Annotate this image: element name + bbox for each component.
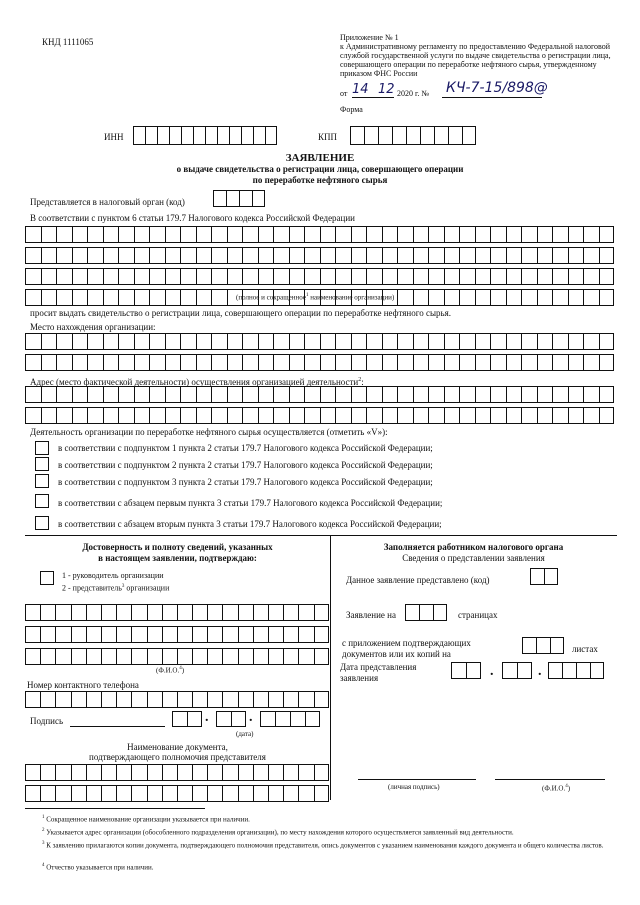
fio-row[interactable] — [25, 604, 329, 621]
sign-day-boxes[interactable] — [172, 711, 202, 727]
tax-authority-label: Представляется в налоговый орган (код) — [30, 197, 185, 207]
pages-label: страницах — [458, 610, 498, 620]
inn-label: ИНН — [104, 132, 124, 142]
column-divider — [330, 535, 331, 800]
doc-subtitle-2: по переработке нефтяного сырья — [252, 175, 388, 185]
date-dot: . — [205, 710, 209, 725]
footnote-4: $^4$ Отчество указывается при наличии. — [42, 863, 154, 872]
activity-option-1: в соответствии с подпунктом 1 пункта 2 статьи 179.7 Налогового кодекса Российской Федерации; — [58, 443, 433, 453]
fio-caption: (Ф.И.О.$^4$) — [156, 666, 185, 675]
org-name-row[interactable] — [25, 226, 616, 243]
address-label: Адрес (место фактической деятельности) осуществления организацией деятельности$^2$: — [30, 377, 364, 387]
submit-day-boxes[interactable] — [451, 662, 481, 679]
appendix-title: Приложение № 1 — [340, 33, 399, 42]
footnote-2: $^2$ Указывается адрес организации (обособленного подразделения организации), по месту нахождения которого осуществляется заявленный вид деятельности. — [42, 828, 514, 837]
activity-checkbox-4[interactable] — [35, 494, 49, 508]
doc-name-label-1: Наименование документа, — [127, 742, 228, 752]
signature-label: Подпись — [30, 716, 64, 726]
day-underline — [352, 97, 374, 98]
date-caption: (дата) — [236, 730, 254, 738]
phone-boxes[interactable] — [25, 691, 329, 708]
pages-count-boxes[interactable] — [405, 604, 447, 621]
request-text: просит выдать свидетельство о регистрации лица, совершающего операции по переработке нефтяного сырья. — [30, 308, 451, 318]
signer-fio-grid[interactable] — [25, 604, 329, 665]
activity-checkbox-2[interactable] — [35, 457, 49, 471]
org-name-caption: (полное и сокращенное$^1$ наименование организации) — [236, 293, 395, 302]
official-signature-line[interactable] — [358, 779, 476, 780]
location-row[interactable] — [25, 333, 616, 350]
signer-option-1: 1 - руководитель организации — [62, 571, 164, 580]
knd-code: КНД 1111065 — [42, 37, 94, 47]
order-year: 2020 г. № — [397, 89, 430, 98]
order-month: 12 — [378, 82, 395, 97]
left-heading-2: в настоящем заявлении, подтверждаю: — [98, 553, 257, 563]
date-submit-label-1: Дата представления — [340, 662, 417, 672]
official-fio-caption: (Ф.И.О.$^4$) — [542, 784, 571, 793]
appendix-line: совершающего операции по переработке нефтяного сырья, утвержденному — [340, 60, 597, 69]
activity-label: Деятельность организации по переработке нефтяного сырья осуществляется (отметить «V»): — [30, 427, 388, 437]
inn-boxes[interactable] — [133, 126, 277, 145]
date-dot: . — [249, 710, 253, 725]
date-dot: . — [490, 664, 494, 679]
activity-option-5: в соответствии с абзацем вторым пункта 3 статьи 179.7 Налогового кодекса Российской Федерации; — [58, 519, 442, 529]
right-heading-2: Сведения о представлении заявления — [402, 553, 545, 563]
sheets-label: листах — [572, 644, 598, 654]
activity-option-2: в соответствии с подпунктом 2 пункта 2 статьи 179.7 Налогового кодекса Российской Федерации; — [58, 460, 433, 470]
activity-option-3: в соответствии с подпунктом 3 пункта 2 статьи 179.7 Налогового кодекса Российской Федерации; — [58, 477, 433, 487]
address-row[interactable] — [25, 407, 616, 424]
doc-name-row[interactable] — [25, 785, 329, 802]
address-grid[interactable] — [25, 386, 616, 424]
doc-subtitle-1: о выдаче свидетельства о регистрации лица, совершающего операции — [176, 164, 464, 174]
attach-sheets-boxes[interactable] — [522, 637, 564, 654]
personal-signature-caption: (личная подпись) — [388, 783, 440, 791]
pages-on-label: Заявление на — [346, 610, 396, 620]
org-name-row[interactable] — [25, 247, 616, 264]
left-heading-1: Достоверность и полноту сведений, указанных — [82, 542, 273, 552]
appendix-line: к Административному регламенту по предоставлению Федеральной налоговой — [340, 42, 611, 51]
doc-title: ЗАЯВЛЕНИЕ — [285, 152, 355, 164]
sign-year-boxes[interactable] — [260, 711, 320, 727]
order-number: КЧ-7-15/898@ — [446, 80, 548, 96]
kpp-label: КПП — [318, 132, 338, 142]
org-name-row[interactable] — [25, 268, 616, 285]
according-text: В соответствии с пунктом 6 статьи 179.7 Налогового кодекса Российской Федерации — [30, 213, 356, 223]
location-grid[interactable] — [25, 333, 616, 371]
kpp-boxes[interactable] — [350, 126, 476, 145]
activity-checkbox-5[interactable] — [35, 516, 49, 530]
right-heading-1: Заполняется работником налогового органа — [383, 542, 564, 552]
tax-authority-code-boxes[interactable] — [213, 190, 265, 207]
activity-checkbox-1[interactable] — [35, 441, 49, 455]
address-row[interactable] — [25, 386, 616, 403]
activity-option-4: в соответствии с абзацем первым пункта 3 статьи 179.7 Налогового кодекса Российской Федерации; — [58, 498, 443, 508]
footnote-1: $^1$ Сокращенное наименование организации указывается при наличии. — [42, 815, 250, 824]
number-underline — [442, 97, 542, 98]
attach-label-2: документов или их копий на — [342, 649, 451, 659]
date-submit-label-2: заявления — [340, 673, 379, 683]
appendix-line: службой государственной услуги по выдаче свидетельства о регистрации лица, — [340, 51, 611, 60]
month-underline — [374, 97, 394, 98]
appendix-block — [340, 33, 630, 78]
section-divider — [25, 535, 617, 536]
form-label: Форма — [340, 105, 363, 114]
appendix-line: приказом ФНС России — [340, 69, 418, 78]
footnote-separator — [25, 808, 205, 809]
fio-row[interactable] — [25, 626, 329, 643]
signature-line[interactable] — [70, 726, 165, 727]
submit-year-boxes[interactable] — [548, 662, 604, 679]
submitted-code-boxes[interactable] — [530, 568, 558, 585]
submit-month-boxes[interactable] — [502, 662, 532, 679]
location-label: Место нахождения организации: — [30, 322, 156, 332]
location-row[interactable] — [25, 354, 616, 371]
date-dot: . — [538, 664, 542, 679]
sign-month-boxes[interactable] — [216, 711, 246, 727]
official-fio-line[interactable] — [495, 779, 605, 780]
order-day: 14 — [352, 82, 369, 97]
doc-name-label-2: подтверждающего полномочия представителя — [89, 752, 266, 762]
footnote-3: $^3$ К заявлению прилагаются копии документа, подтверждающего полномочия представителя, опись документов с указанием наименования каждого документа и общего количества листов. — [42, 841, 604, 850]
activity-checkbox-3[interactable] — [35, 474, 49, 488]
signer-type-box[interactable] — [40, 571, 54, 585]
doc-name-row[interactable] — [25, 764, 329, 781]
submitted-code-label: Данное заявление представлено (код) — [346, 575, 490, 585]
doc-name-grid[interactable] — [25, 764, 329, 802]
attach-label-1: с приложением подтверждающих — [342, 638, 471, 648]
phone-label: Номер контактного телефона — [27, 680, 139, 690]
fio-row[interactable] — [25, 648, 329, 665]
signer-option-2: 2 - представитель$^3$ организации — [62, 583, 170, 593]
order-from: от — [340, 89, 348, 98]
